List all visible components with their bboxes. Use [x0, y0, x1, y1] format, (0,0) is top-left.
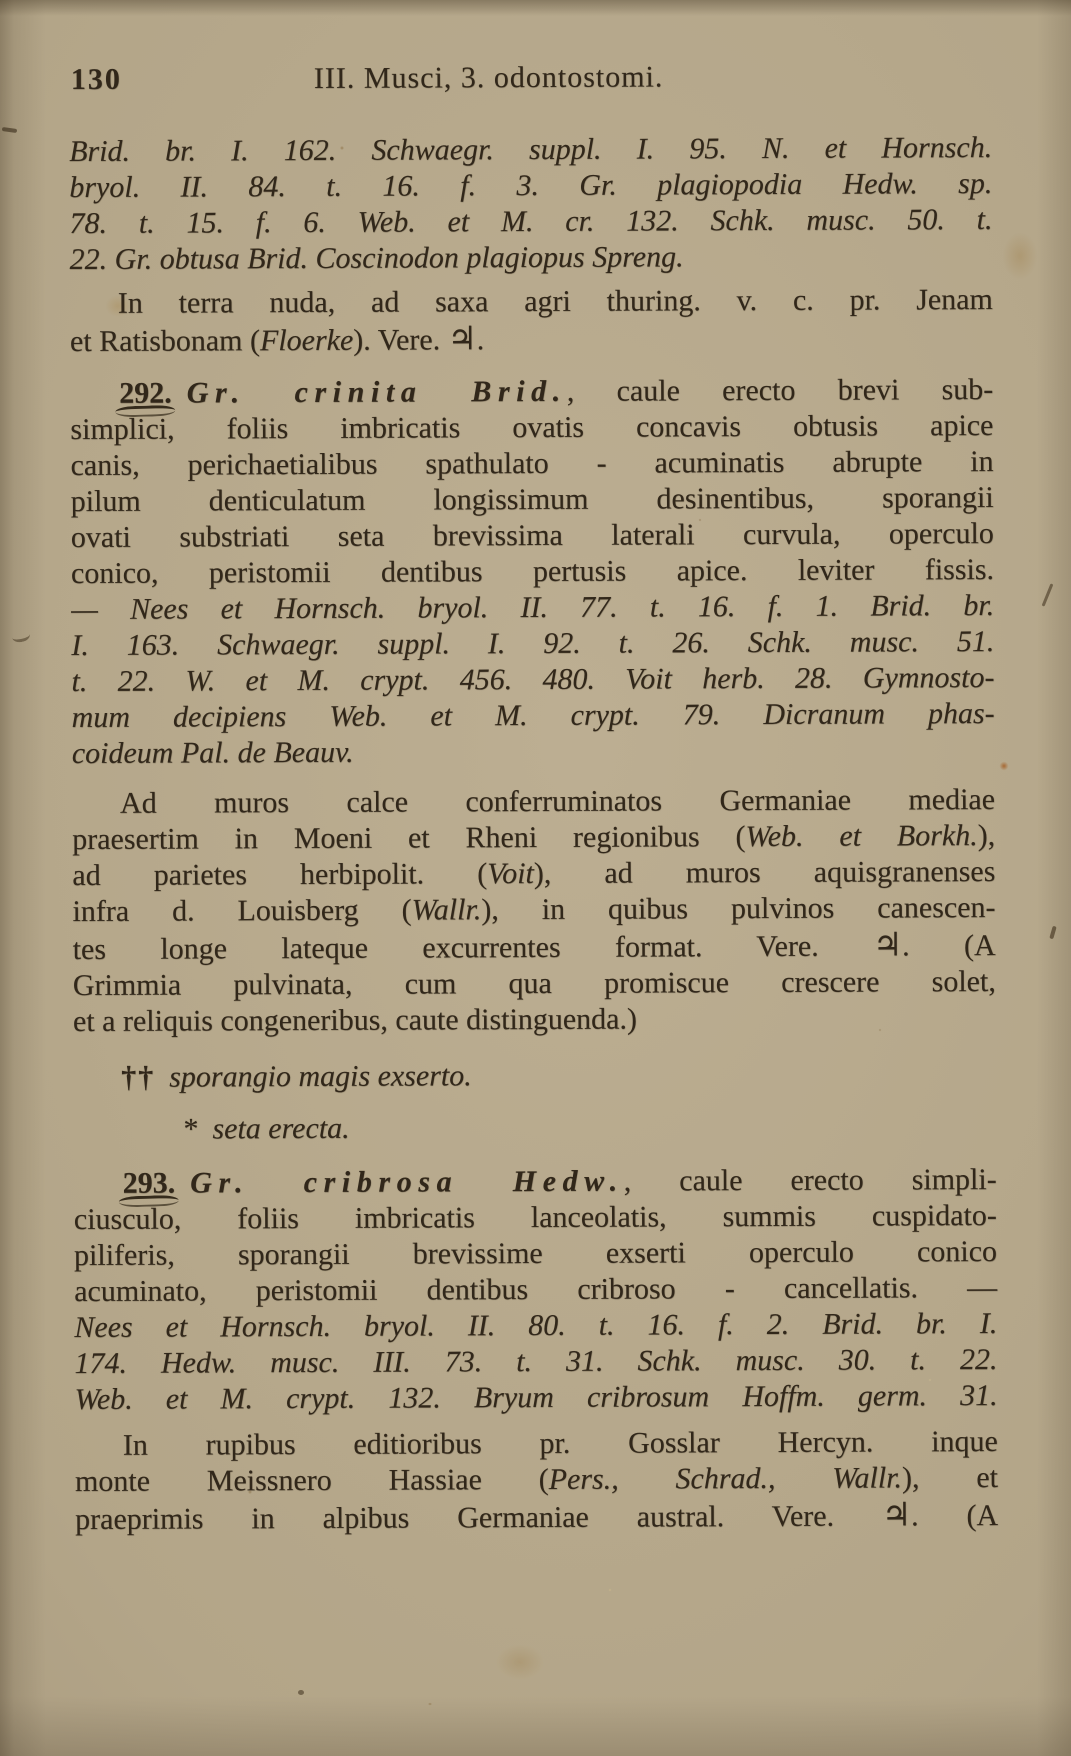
- text-line: mum decipiens Web. et M. crypt. 79. Dicranum phas-: [71, 696, 995, 735]
- text-segment: ), in quibus pulvinos canescen-: [481, 890, 996, 927]
- text-line: [72, 890, 995, 930]
- ink-blemish: [1042, 583, 1054, 606]
- text-line: simplici, foliis imbricatis ovatis concavis obtusis apice: [70, 408, 994, 447]
- species-number: 292.: [119, 376, 172, 410]
- heading-text: seta erecta.: [212, 1111, 350, 1146]
- text-segment: praeprimis in alpibus Germaniae austral. Vere.: [75, 1499, 883, 1537]
- text-segment: praesertim in Moeni et Rheni regionibus (: [72, 820, 746, 857]
- text-line: [73, 1056, 996, 1096]
- text-line: ciusculo, foliis imbricatis lanceolatis, summis cuspidato-: [73, 1198, 997, 1237]
- ink-blemish: [2, 127, 17, 133]
- citations-paragraph: [69, 130, 993, 278]
- text-line: et a reliquis congeneribus, caute distinguenda.): [72, 1002, 638, 1039]
- text-line: conico, peristomii dentibus pertusis apice. leviter fissis.: [70, 552, 995, 591]
- perennial-symbol: ♃: [881, 1495, 912, 1534]
- text-segment: ). Vere.: [353, 323, 448, 357]
- text-line: Web. et M. crypt. 132. Bryum cribrosum Hoffm. germ. 31.: [74, 1378, 998, 1417]
- species-name: Gr. cribrosa Hedw.: [190, 1164, 624, 1200]
- text-segment: Web. et Borkh.: [745, 819, 978, 854]
- text-line: [74, 1162, 997, 1202]
- text-line: In terra nuda, ad saxa agri thuring. v. c. pr. Jenam: [117, 282, 993, 320]
- page-header: [69, 58, 992, 102]
- text-segment: Pers., Schrad., Wallr.: [548, 1461, 903, 1496]
- text-line: — Nees et Hornsch. bryol. II. 77. t. 16. f. 1. Brid. br.: [71, 588, 995, 627]
- text-segment: ), et: [901, 1460, 999, 1495]
- text-line: 78. t. 15. f. 6. Web. et M. cr. 132. Schk. musc. 50. t.: [69, 202, 993, 241]
- text-segment: tes longe lateque excurrentes format. Vere.: [72, 929, 874, 967]
- habitat-paragraph-1: [70, 282, 993, 360]
- text-line: acuminato, peristomii dentibus cribroso - cancellatis. —: [74, 1270, 998, 1309]
- text-line: bryol. II. 84. t. 16. f. 3. Gr. plagiopodia Hedw. sp.: [69, 166, 993, 205]
- double-dagger-mark: ††: [121, 1060, 156, 1094]
- text-line: coideum Pal. de Beauv.: [71, 735, 354, 771]
- text-line: [75, 1496, 998, 1538]
- text-block: [69, 58, 998, 1538]
- ink-blemish: [11, 628, 31, 643]
- text-line: [75, 1460, 998, 1500]
- text-line: t. 22. W. et M. crypt. 456. 480. Voit herb. 28. Gymnosto-: [71, 660, 995, 699]
- text-line: [70, 372, 993, 412]
- perennial-symbol: ♃: [447, 319, 477, 358]
- asterisk-mark: *: [183, 1112, 199, 1146]
- species-entry-293: [74, 1162, 998, 1418]
- text-segment: Wallr.: [411, 893, 482, 927]
- page-number: 130: [70, 62, 122, 97]
- species-number: 293.: [122, 1166, 176, 1200]
- text-segment: . (A: [910, 1498, 999, 1533]
- text-line: canis, perichaetialibus spathulato - acuminatis abrupte in: [70, 444, 994, 483]
- text-line: pilum denticulatum longissimum desinentibus, sporangii: [70, 480, 994, 519]
- text-segment: infra d. Louisberg (: [72, 893, 412, 929]
- subsection-heading-seta: [73, 1108, 996, 1148]
- species-name: Gr. crinita Brid.: [186, 374, 567, 410]
- heading-text: sporangio magis exserto.: [169, 1059, 472, 1094]
- text-line: piliferis, sporangii brevissime exserti operculo conico: [73, 1234, 998, 1273]
- running-title: III. Musci, 3. odontostomi.: [313, 60, 664, 95]
- text-line: I. 163. Schwaegr. suppl. I. 92. t. 26. Schk. musc. 51.: [71, 624, 995, 663]
- text-segment: Floerke: [259, 323, 354, 358]
- text-line: Ad muros calce conferruminatos Germaniae mediae: [119, 782, 996, 820]
- text-line: Nees et Hornsch. bryol. II. 80. t. 16. f. 2. Brid. br. I.: [74, 1306, 998, 1345]
- text-segment: et Ratisbonam (: [69, 324, 261, 359]
- habitat-paragraph-3: [75, 1424, 998, 1538]
- text-line: [73, 926, 996, 968]
- text-line: [73, 1108, 996, 1148]
- text-line: Brid. br. I. 162. Schwaegr. suppl. I. 95. N. et Hornsch.: [69, 130, 993, 169]
- text-line: Grimmia pulvinata, cum qua promiscue crescere solet,: [72, 964, 996, 1003]
- text-line: [72, 854, 995, 894]
- text-line: ovati substriati seta brevissima laterali curvula, operculo: [70, 516, 994, 555]
- text-line: [70, 318, 993, 360]
- text-line: In rupibus editioribus pr. Gosslar Hercyn. inque: [122, 1424, 998, 1462]
- text-segment: Voit: [487, 856, 534, 891]
- ink-blemish: [1049, 926, 1056, 940]
- species-entry-292: [70, 372, 995, 772]
- habitat-paragraph-2: [72, 782, 996, 1040]
- text-segment: monte Meissnero Hassiae (: [74, 1462, 549, 1499]
- text-line: [72, 818, 995, 858]
- text-line: 22. Gr. obtusa Brid. Coscinodon plagiopus Spreng.: [69, 240, 684, 277]
- text-segment: ),: [977, 818, 996, 853]
- text-segment: , caule erecto simpli-: [623, 1162, 997, 1198]
- perennial-symbol: ♃: [872, 925, 903, 964]
- text-segment: ad parietes herbipolit. (: [72, 857, 488, 893]
- subsection-heading-sporangio: [73, 1056, 996, 1096]
- text-segment: . (A: [902, 928, 996, 963]
- text-line: 174. Hedw. musc. III. 73. t. 31. Schk. musc. 30. t. 22.: [74, 1342, 998, 1381]
- text-segment: , caule erecto brevi sub-: [566, 372, 994, 408]
- ink-blemish: [298, 1690, 304, 1695]
- text-segment: ), ad muros aquisgranenses: [533, 854, 996, 890]
- text-segment: .: [476, 323, 485, 357]
